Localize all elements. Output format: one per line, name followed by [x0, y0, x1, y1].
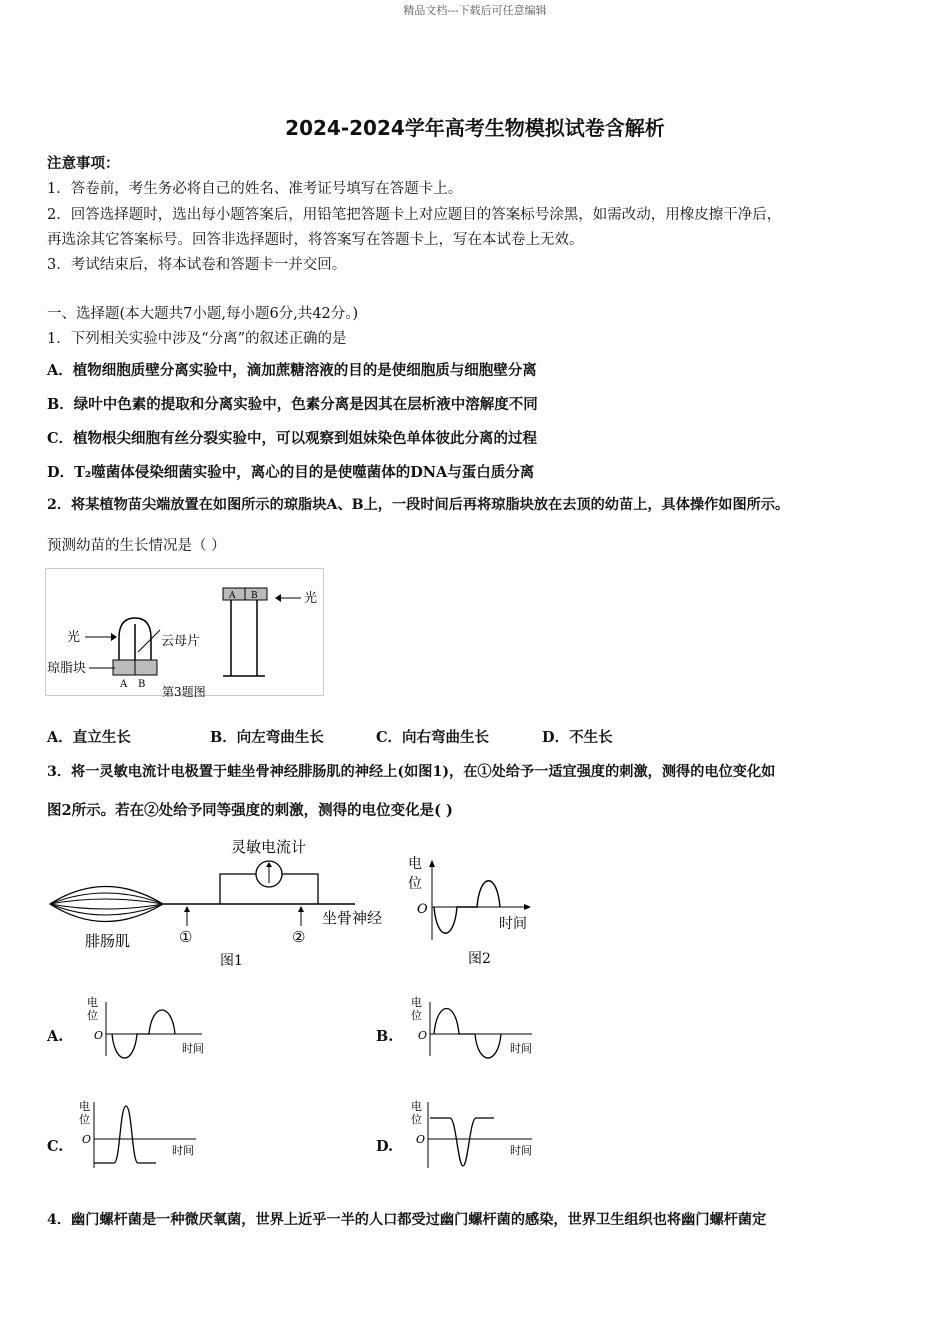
q3-fig2-ylabel-2: 位: [408, 876, 422, 892]
q3-figure-2: [404, 850, 544, 974]
q3-arrowhead-1: [184, 906, 190, 912]
q3-point-1: ①: [179, 928, 193, 946]
q3-arrowhead-2: [298, 906, 304, 912]
q1-stem: 1．下列相关实验中涉及“分离”的叙述正确的是: [47, 331, 347, 347]
q3-b-ylabel-2: 位: [411, 1009, 422, 1022]
q3-option-b-graph: [406, 994, 540, 1064]
q3-b-ylabel-1: 电: [411, 996, 422, 1009]
q2-light-arrowhead-right: [275, 594, 281, 602]
q2-figure-frame: [46, 569, 324, 696]
q2-mica-label: 云母片: [161, 634, 201, 649]
q3-option-b-label: B.: [376, 1028, 394, 1045]
q3-figure-1: [45, 834, 405, 974]
q3-stem-line1: 3．将一灵敏电流计电极置于蛙坐骨神经腓肠肌的神经上(如图1)，在①处给予一适宜强度的刺激，测得的电位变化如: [47, 764, 776, 780]
q3-b-trace: [434, 1009, 501, 1059]
q3-c-origin: O: [82, 1133, 92, 1146]
q3-nerve-label: 坐骨神经: [322, 909, 383, 927]
q3-c-ylabel-2: 位: [79, 1113, 90, 1126]
q2-stem-line2: 预测幼苗的生长情况是（ ）: [47, 538, 226, 554]
q3-b-origin: O: [418, 1029, 428, 1042]
q1-option-a: A．植物细胞质壁分离实验中，滴加蔗糖溶液的目的是使细胞质与细胞壁分离: [47, 362, 537, 379]
q3-d-xlabel: 时间: [510, 1144, 532, 1157]
q1-option-b: B．绿叶中色素的提取和分离实验中，色素分离是因其在层析液中溶解度不同: [47, 396, 538, 413]
q3-point-2: ②: [292, 928, 306, 946]
page-header: 精品文档---下载后可任意编辑: [403, 4, 547, 17]
q2-light-left: 光: [67, 630, 81, 645]
q3-c-ylabel-1: 电: [79, 1100, 90, 1113]
q3-b-xlabel: 时间: [510, 1042, 532, 1055]
q3-stem-line2: 图2所示。若在②处给予同等强度的刺激，测得的电位变化是( ): [47, 802, 453, 819]
notice-heading: 注意事项：: [47, 155, 120, 172]
notice-item-2-cont: 再选涂其它答案标号。回答非选择题时，将答案写在答题卡上，写在本试卷上无效。: [47, 232, 584, 248]
q2-option-c: C．向右弯曲生长: [376, 729, 490, 746]
page-title: 2024-2024学年高考生物模拟试卷含解析: [285, 116, 665, 140]
q3-d-ylabel-1: 电: [411, 1100, 422, 1113]
q3-option-a-label: A.: [47, 1028, 64, 1045]
notice-item-1: 1．答卷前，考生务必将自己的姓名、准考证号填写在答题卡上。: [47, 181, 463, 197]
q3-a-origin: O: [94, 1029, 104, 1042]
q3-option-c-graph: [74, 1096, 204, 1170]
q3-fig2-origin: O: [417, 902, 428, 917]
q2-stem-line1: 2．将某植物苗尖端放置在如图所示的琼脂块A、B上，一段时间后再将琼脂块放在去顶的幼苗上，具体操作如图所示。: [47, 497, 790, 513]
q4-stem: 4．幽门螺杆菌是一种微厌氧菌，世界上近乎一半的人口都受过幽门螺杆菌的感染，世界卫生组织也将幽门螺杆菌定: [47, 1212, 767, 1228]
q3-a-ylabel-1: 电: [87, 996, 98, 1009]
q3-c-trace: [94, 1106, 156, 1163]
q3-fig2-y-arrowhead: [429, 860, 435, 867]
q2-option-b: B．向左弯曲生长: [210, 729, 324, 746]
q2-label-b-left: B: [138, 679, 146, 690]
q3-meter-label: 灵敏电流计: [231, 838, 307, 856]
q1-option-d: D．T₂噬菌体侵染细菌实验中，离心的目的是使噬菌体的DNA与蛋白质分离: [47, 464, 535, 481]
q2-agar-label: 琼脂块: [47, 661, 87, 676]
q2-option-a: A．直立生长: [47, 729, 131, 746]
q2-figure: [45, 568, 327, 700]
q2-option-d: D．不生长: [542, 729, 613, 746]
q3-fig2-ylabel-1: 电: [408, 856, 422, 872]
q3-option-a-graph: [82, 994, 212, 1064]
q3-option-c-label: C.: [47, 1138, 64, 1155]
q3-c-xlabel: 时间: [172, 1144, 194, 1157]
section-heading: 一、选择题(本大题共7小题,每小题6分,共42分。): [47, 306, 359, 322]
q3-d-trace: [430, 1118, 494, 1166]
q3-fig2-xlabel: 时间: [499, 916, 527, 932]
q3-a-xlabel: 时间: [182, 1042, 204, 1055]
q2-label-a-right: A: [229, 591, 236, 601]
q2-light-arrowhead-left: [111, 633, 117, 641]
q2-label-b-right: B: [251, 591, 258, 601]
q3-a-ylabel-2: 位: [87, 1009, 98, 1022]
q3-fig1-caption: 图1: [220, 953, 243, 969]
q3-fig2-caption: 图2: [468, 951, 491, 967]
q3-d-origin: O: [416, 1133, 426, 1146]
notice-item-3: 3．考试结束后，将本试卷和答题卡一并交回。: [47, 257, 347, 273]
q2-light-right: 光: [304, 591, 318, 606]
q3-option-d-label: D.: [376, 1138, 394, 1155]
q3-muscle-outline: [50, 887, 163, 922]
q2-label-a-left: A: [120, 679, 128, 690]
q3-option-d-graph: [406, 1096, 540, 1170]
q1-option-c: C．植物根尖细胞有丝分裂实验中，可以观察到姐妹染色单体彼此分离的过程: [47, 430, 538, 447]
q2-figure-caption: 第3题图: [162, 685, 206, 699]
q2-mica-pointer: [138, 630, 160, 652]
q3-muscle-fiber-2: [50, 899, 163, 904]
q3-muscle-label: 腓肠肌: [85, 932, 131, 950]
notice-item-2: 2．回答选择题时，选出每小题答案后，用铅笔把答题卡上对应题目的答案标号涂黑，如需改动，用橡皮擦干净后，: [47, 207, 782, 223]
q3-d-ylabel-2: 位: [411, 1113, 422, 1126]
q3-fig2-x-arrowhead: [524, 904, 531, 910]
q3-muscle-fiber-3: [50, 904, 163, 909]
